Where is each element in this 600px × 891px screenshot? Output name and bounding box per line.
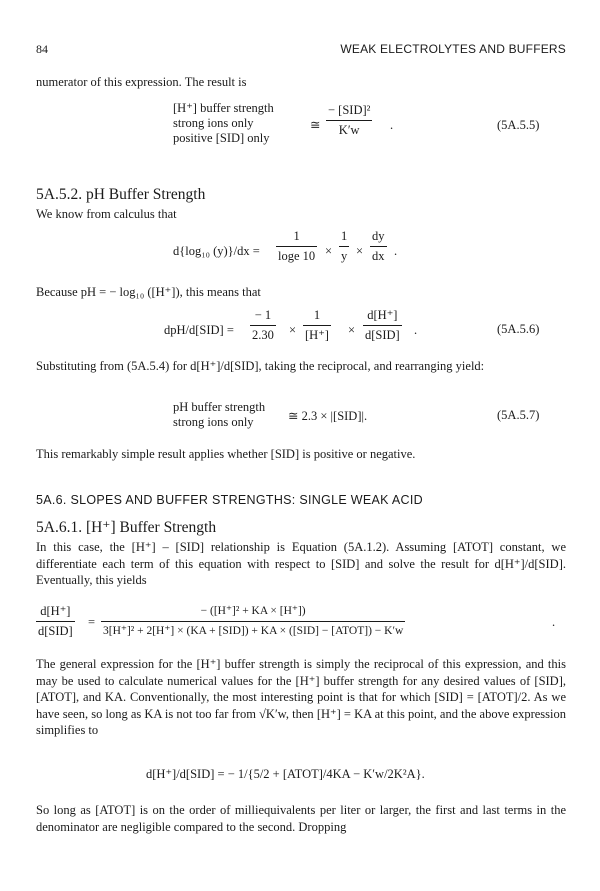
- page-number: 84: [36, 42, 48, 56]
- substituting-paragraph: Substituting from (5A.5.4) for d[H⁺]/d[SID], taking the reciprocal, and rearranging yield:: [36, 359, 485, 373]
- eq-5a-5-6-fraction-2: [303, 307, 331, 344]
- eq-5a-5-5-lhs: [173, 101, 274, 146]
- eq-5a-5-6-fraction-3-num: d[H⁺]: [363, 307, 402, 326]
- calc-times-2: ×: [356, 244, 364, 258]
- calc-intro-line: We know from calculus that: [36, 207, 177, 221]
- intro-line: numerator of this expression. The result is: [36, 75, 247, 89]
- paragraph-1: In this case, the [H⁺] – [SID] relationship is Equation (5A.1.2). Assuming [ATOT] constant, we differentiate each term of this equation with respect to [SID] and solve the result for d[H⁺]/d[SID]. Eventually, this yields: [36, 540, 566, 587]
- big-eq-rhs-num: − ([H⁺]² + KA × [H⁺]): [101, 603, 405, 622]
- paragraph-2: The general expression for the [H⁺] buffer strength is simply the reciprocal of this expression, and this may be used to calculate numerical values for the [H⁺] buffer strength for any desired values of [SID], [ATOT], and KA. Conventionally, the most interesting point is that for which [SID] = [ATOT]/2. As we have seen, so long as KA is not too far from √K′w, then [H⁺] = KA at this point, and the above expression simplifies to: [36, 657, 566, 737]
- calc-fraction-2-num: 1: [339, 228, 349, 247]
- eq-5a-5-6-number: (5A.5.6): [497, 322, 540, 336]
- calc-lhs: d{log₁₀ (y)}/dx =: [173, 244, 260, 258]
- eq-5a-5-5-lhs-line3: positive [SID] only: [173, 131, 270, 145]
- eq-5a-5-6-fraction-2-num: 1: [303, 307, 331, 326]
- big-eq-equals: =: [88, 615, 96, 629]
- remark-line: This remarkably simple result applies whether [SID] is positive or negative.: [36, 447, 416, 461]
- eq-5a-5-7-number: (5A.5.7): [497, 408, 540, 422]
- because-line: Because pH = − log₁₀ ([H⁺]), this means that: [36, 285, 261, 299]
- eq-5a-5-6-times-1: ×: [289, 323, 297, 337]
- big-eq-end: .: [552, 615, 556, 629]
- eq-5a-5-6-lhs: dpH/d[SID] =: [164, 323, 234, 337]
- eq-5a-5-5-end: .: [390, 118, 394, 132]
- eq-5a-5-5-denominator: K′w: [338, 123, 360, 137]
- eq-5a-5-7-rhs: ≅ 2.3 × |[SID]|.: [288, 409, 368, 423]
- big-eq-lhs-num: d[H⁺]: [36, 603, 75, 622]
- eq-5a-5-7-lhs: [173, 400, 265, 430]
- eq-5a-5-6-times-2: ×: [348, 323, 356, 337]
- eq-5a-5-6-fraction-1-num: − 1: [250, 307, 276, 326]
- paragraph-3: So long as [ATOT] is on the order of milliequivalents per liter or larger, the first and last terms in the denominator are negligible compared to the second. Dropping: [36, 803, 566, 834]
- eq-5a-5-6-fraction-1: [250, 307, 276, 344]
- calc-times-1: ×: [325, 244, 333, 258]
- running-title: WEAK ELECTROLYTES AND BUFFERS: [340, 42, 566, 56]
- heading-5a-6-1: 5A.6.1. [H⁺] Buffer Strength: [36, 519, 217, 536]
- calc-fraction-3-num: dy: [370, 228, 387, 247]
- calc-fraction-2: [339, 228, 349, 265]
- eq-5a-5-6-fraction-2-den: [H⁺]: [305, 328, 329, 342]
- calc-fraction-1-den: loge 10: [278, 249, 316, 263]
- big-eq-rhs-den: 3[H⁺]² + 2[H⁺] × (KA + [SID]) + KA × ([SID] − [ATOT]) − K′w: [103, 625, 404, 637]
- heading-5a-6: 5A.6. SLOPES AND BUFFER STRENGTHS: SINGLE WEAK ACID: [36, 493, 423, 507]
- eq-5a-5-7-lhs-line2: strong ions only: [173, 415, 254, 429]
- eq-5a-5-5-number: (5A.5.5): [497, 118, 540, 132]
- eq-5a-5-6-end: .: [414, 323, 418, 337]
- eq-5a-5-5-relation: ≅: [310, 118, 321, 132]
- eq-5a-5-7-lhs-line1: pH buffer strength: [173, 400, 266, 414]
- big-eq-lhs-fraction: [36, 603, 75, 640]
- simplified-equation: d[H⁺]/d[SID] = − 1/{5/2 + [ATOT]/4KA − K′w/2K²A}.: [146, 767, 425, 781]
- calc-fraction-1: [276, 228, 317, 265]
- big-eq-rhs-fraction: [101, 603, 405, 640]
- heading-5a-5-2: 5A.5.2. pH Buffer Strength: [36, 186, 206, 203]
- big-eq-lhs-den: d[SID]: [38, 624, 73, 638]
- eq-5a-5-6-fraction-3: [363, 307, 402, 344]
- calc-fraction-1-num: 1: [276, 228, 317, 247]
- eq-5a-5-5-lhs-line2: strong ions only: [173, 116, 254, 130]
- calc-fraction-3: [370, 228, 387, 265]
- calc-fraction-3-den: dx: [372, 249, 385, 263]
- eq-5a-5-5-lhs-line1: [H⁺] buffer strength: [173, 101, 274, 115]
- eq-5a-5-5-numerator: − [SID]²: [326, 102, 372, 121]
- calc-end: .: [394, 244, 398, 258]
- eq-5a-5-6-fraction-3-den: d[SID]: [365, 328, 400, 342]
- calc-fraction-2-den: y: [341, 249, 348, 263]
- eq-5a-5-6-fraction-1-den: 2.30: [252, 328, 274, 342]
- eq-5a-5-5-fraction: [326, 102, 372, 139]
